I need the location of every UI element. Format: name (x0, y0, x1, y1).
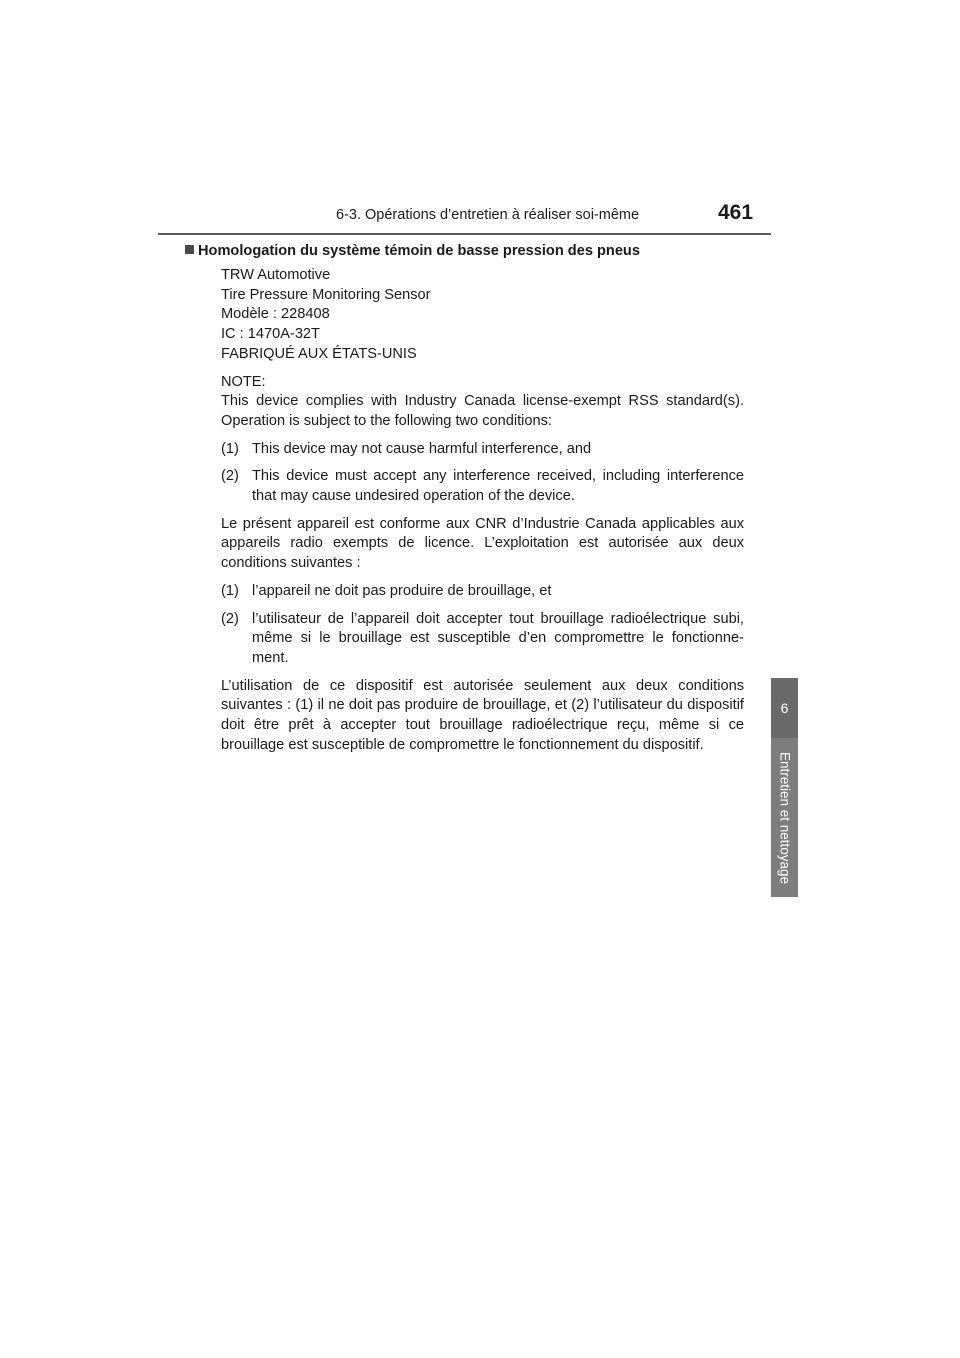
header-rule (158, 233, 771, 235)
chapter-title-container (771, 738, 798, 897)
label-line: TRW Automotive (221, 267, 331, 283)
list-item-number: (2) (221, 468, 239, 485)
list-item-text: This device may not cause harmful interference, and (252, 440, 592, 457)
note-heading: NOTE: (221, 373, 266, 390)
closing-paragraph: L’utilisation de ce dispositif est autorisée seulement aux deux conditions suivantes : (1) il ne doit pas produire de brouillage, et (2) l’utilisateur du dispositif doit être prêt à accepter tout brouillage radioélectrique reçu, même si ce brouillage est susceptible de compromettre le fonctionnement du dispositif. (221, 677, 744, 753)
label-line: FABRIQUÉ AUX ÉTATS-UNIS (221, 345, 417, 362)
list-item-text: This device must accept any interference received, including interference that may cause undesired operation of the device. (252, 468, 744, 505)
list-item-number: (2) (221, 610, 239, 627)
list-item (221, 467, 744, 506)
chapter-title: Entretien et nettoyage (777, 751, 792, 884)
english-intro: This device complies with Industry Canada license-exempt RSS standard(s). Operation is subject to the following two conditions: (221, 393, 744, 429)
section-title-text: Homologation du système témoin de basse pression des pneus (198, 243, 640, 259)
list-item-text: l’utilisateur de l’appareil doit accepter tout brouillage radioélectrique subi, même si le brouillage est susceptible d’en compromettre le fonctionne-ment. (252, 610, 744, 666)
list-item-text: l’appareil ne doit pas produire de brouillage, et (252, 582, 552, 599)
chapter-number: 6 (771, 678, 798, 738)
label-line: IC : 1470A-32T (221, 326, 320, 343)
device-label-block (221, 266, 744, 365)
french-intro: Le présent appareil est conforme aux CNR d’Industrie Canada applicables aux appareils radio exempts de licence. L’exploitation est autorisée aux deux conditions suivantes : (221, 515, 744, 572)
label-line: Tire Pressure Monitoring Sensor (221, 286, 431, 303)
list-item (221, 440, 744, 460)
list-item-number: (1) (221, 440, 239, 457)
list-item-number: (1) (221, 582, 239, 599)
running-header-section: 6-3. Opérations d’entretien à réaliser soi-même (336, 207, 640, 223)
section-body (221, 245, 744, 755)
chapter-side-tab (771, 678, 798, 897)
note-block (221, 373, 744, 432)
list-item (221, 610, 744, 669)
square-bullet-icon (185, 245, 194, 254)
list-item (221, 582, 744, 602)
page-number: 461 (718, 201, 754, 224)
label-line: Modèle : 228408 (221, 306, 330, 323)
